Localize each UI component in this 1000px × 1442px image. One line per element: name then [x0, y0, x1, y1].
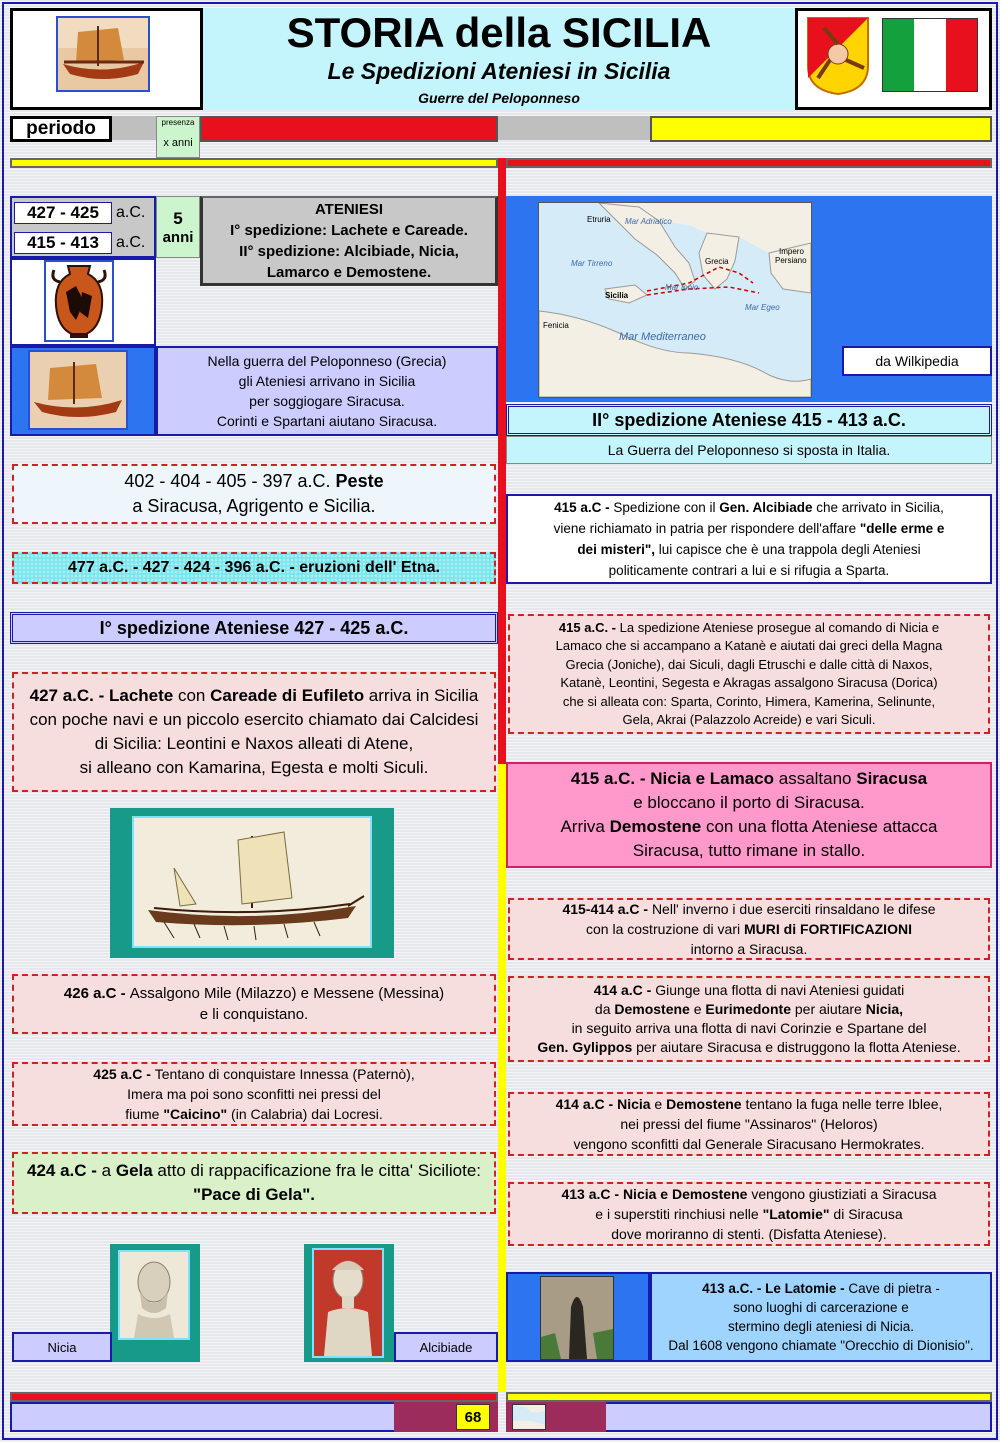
event-415-414-line3: intorno a Siracusa.: [690, 941, 808, 957]
peste-dates: 402 - 404 - 405 - 397 a.C.: [124, 471, 331, 491]
event-425-line3a: fiume: [125, 1106, 164, 1122]
period-grey-strip: [112, 116, 156, 140]
latomie-line3: stermino degli ateniesi di Nicia.: [727, 1319, 915, 1334]
alcibiade-bust-image: [312, 1248, 384, 1358]
event-415c-line3a: Arriva: [560, 817, 610, 836]
event-415c-box: [506, 762, 992, 868]
event-425-line1: Tentano di conquistare Innessa (Paternò),: [154, 1066, 415, 1082]
latomie-text-box: [650, 1272, 992, 1362]
event-424-pace: "Pace di Gela".: [193, 1185, 315, 1204]
peste-box: [12, 464, 496, 524]
spedizione1-text: I° spedizione Ateniese 427 - 425 a.C.: [99, 617, 409, 638]
event-424-text1: a: [101, 1161, 116, 1180]
spedizione2-text: II° spedizione Ateniese 415 - 413 a.C.: [592, 409, 906, 430]
map-credit-text: da Wilkipedia: [875, 353, 959, 369]
event-415a-line2a: viene richiamato in patria per rispondere dell'affare: [553, 521, 860, 536]
ateniesi-line2: II° spedizione: Alcibiade, Nicia,: [239, 242, 459, 260]
event-414a-line2e: per aiutare: [791, 1001, 866, 1017]
mediterranean-map: [538, 202, 812, 398]
peste-word: Peste: [335, 471, 384, 491]
date-427-425: 427 - 425: [14, 202, 112, 224]
period-red-bar: [200, 116, 498, 142]
event-414b-text2: tentano la fuga nelle terre Iblee,: [741, 1096, 943, 1112]
date-415-413: 415 - 413: [14, 232, 112, 254]
event-415a-line2b: "delle erme e: [859, 521, 945, 536]
spedizione1-heading: [10, 612, 498, 644]
event-427-text2: arriva in Sicilia: [364, 686, 479, 705]
left-top-line: [10, 158, 498, 168]
event-415-414-muri: MURI di FORTIFICAZIONI: [743, 921, 912, 937]
event-415c-names: Nicia e Lamaco: [650, 769, 775, 788]
page-number: [456, 1404, 490, 1430]
greek-vase-image: [44, 260, 114, 342]
trireme-image: [132, 816, 372, 948]
map-credit: [842, 346, 992, 376]
latomie-line2: sono luoghi di carcerazione e: [733, 1300, 909, 1315]
header-ship-image: [56, 16, 150, 92]
right-top-line: [506, 158, 992, 168]
event-425-date: 425 a.C -: [93, 1066, 155, 1082]
event-426-line1: Assalgono Mile (Milazzo) e Messene (Messina): [129, 985, 445, 1002]
event-414b-line3: vengono sconfitti dal Generale Siracusano Hermokrates.: [573, 1136, 925, 1152]
nicia-caption: [12, 1332, 112, 1362]
event-427-date: 427 a.C. -: [29, 686, 109, 705]
event-415-414-box: [508, 898, 990, 960]
event-413-line2c: di Siracusa: [829, 1206, 903, 1222]
event-415a-gen: Gen. Alcibiade: [719, 500, 813, 515]
ateniesi-box: [200, 196, 498, 286]
event-426-date: 426 a.C -: [63, 985, 130, 1002]
page-number-text: 68: [464, 1408, 482, 1426]
event-413-line2a: e i superstiti rinchiusi nelle: [595, 1206, 763, 1222]
event-424-text2: atto di rappacificazione fra le citta' Siciliote:: [152, 1161, 481, 1180]
event-414b-box: [508, 1092, 990, 1156]
footer-left-line: [10, 1392, 498, 1402]
vertical-timeline-red: [498, 158, 506, 764]
footer-map-thumbnail[interactable]: [512, 1404, 546, 1430]
event-415c-line2: e bloccano il porto di Siracusa.: [633, 793, 865, 812]
map-label-persiano: Persiano: [775, 256, 807, 265]
event-415b-line6: Gela, Akrai (Palazzolo Acreide) e vari Siculi.: [622, 712, 876, 727]
event-426-line2: e li conquistano.: [199, 1006, 309, 1023]
periodo-label: periodo: [10, 116, 112, 142]
map-label-impero: Impero: [779, 247, 804, 256]
event-415b-line2: Lamaco che si accampano a Katanè e aiutati dai greci della Magna: [555, 638, 943, 653]
event-425-box: [12, 1062, 496, 1126]
event-424-date: 424 a.C -: [27, 1161, 102, 1180]
event-415-414-line1: Nell' inverno i due eserciti rinsaldano le difese: [651, 901, 936, 917]
map-label-grecia: Grecia: [705, 257, 729, 266]
map-label-etruria: Etruria: [587, 215, 611, 224]
map-label-fenicia: Fenicia: [543, 321, 569, 330]
event-414a-gylippos: Gen. Gylippos: [537, 1039, 633, 1055]
event-413-date: 413 a.C -: [561, 1186, 623, 1202]
latomie-line4: Dal 1608 vengono chiamate "Orecchio di Dionisio".: [668, 1338, 974, 1353]
ateniesi-line3: Lamarco e Demostene.: [266, 263, 432, 281]
ateniesi-title: ATENIESI: [314, 200, 384, 218]
event-414b-nicia: Nicia: [617, 1096, 651, 1112]
event-427-name2: Careade di Eufileto: [210, 686, 365, 705]
event-415b-line5: che si alleata con: Sparta, Corinto, Himera, Kamerina, Selinunte,: [562, 693, 936, 709]
period-grey-bar: [498, 116, 650, 140]
event-425-caicino: "Caicino": [163, 1106, 228, 1122]
intro-line2: gli Ateniesi arrivano in Sicilia: [238, 373, 416, 389]
event-413-names: Nicia e Demostene: [622, 1186, 748, 1202]
years-label: anni: [162, 228, 194, 246]
event-415c-siracusa: Siracusa: [856, 769, 928, 788]
peste-line2: a Siracusa, Agrigento e Sicilia.: [132, 496, 376, 516]
event-425-line2: Imera ma poi sono sconfitti nei pressi del: [127, 1086, 381, 1102]
date-427-suffix: a.C.: [116, 204, 146, 221]
event-425-line3c: (in Calabria) dai Locresi.: [227, 1106, 383, 1122]
event-427-name1: Lachete: [108, 686, 174, 705]
map-label-ionio: Mar Ionio: [665, 283, 699, 292]
event-427-line2: con poche navi e un piccolo esercito chiamato dai Calcidesi: [29, 710, 479, 729]
event-415c-line4: Siracusa, tutto rimane in stallo.: [632, 841, 866, 860]
ateniesi-line1: I° spedizione: Lachete e Careade.: [230, 221, 468, 239]
event-415-414-date: 415-414 a.C -: [562, 901, 652, 917]
italy-flag-icon: [882, 18, 978, 92]
latomie-name: Le Latomie -: [765, 1281, 845, 1296]
page-subsubtitle: Guerre del Peloponneso: [418, 90, 580, 106]
event-415a-text2: che arrivato in Sicilia,: [812, 500, 944, 515]
vertical-timeline-yellow: [498, 764, 506, 1392]
event-424-box: [12, 1152, 496, 1214]
etna-text: 477 a.C. - 427 - 424 - 396 a.C. - eruzioni dell' Etna.: [68, 559, 440, 576]
event-415b-line3: Grecia (Joniche), dai Siculi, dagli Etruschi e dalle città di Naxos,: [565, 656, 933, 672]
event-415a-line4: politicamente contrari a lui e si rifugia a Sparta.: [608, 563, 890, 578]
event-413-latomie: "Latomie": [762, 1206, 830, 1222]
years-box: [156, 196, 200, 258]
event-414a-line4b: per aiutare Siracusa e distruggono la flotta Ateniese.: [632, 1039, 961, 1055]
page-subtitle: Le Spedizioni Ateniesi in Sicilia: [327, 57, 671, 84]
page-title: STORIA della SICILIA: [286, 9, 712, 56]
etna-box: [12, 552, 496, 584]
guerra-italia: [506, 436, 992, 464]
event-415b-box: [508, 614, 990, 734]
event-415c-text1: assaltano: [774, 769, 857, 788]
presenza-box: [156, 116, 200, 158]
alcibiade-caption-text: Alcibiade: [419, 1339, 473, 1355]
map-label-egeo: Mar Egeo: [745, 303, 780, 312]
sicily-flag-icon: [806, 16, 870, 96]
guerra-italia-text: La Guerra del Peloponneso si sposta in Italia.: [607, 442, 891, 458]
latomie-text1: Cave di pietra -: [844, 1281, 940, 1296]
event-415b-date: 415 a.C. -: [558, 619, 620, 635]
footer-right-line: [506, 1392, 992, 1402]
event-414a-line2c: e: [689, 1001, 706, 1017]
event-414b-text1: e: [650, 1096, 667, 1112]
map-label-adriatico: Mar Adriatico: [625, 217, 672, 226]
presenza-label: presenza: [161, 118, 195, 127]
intro-text-box: [156, 346, 498, 436]
date-415-suffix: a.C.: [116, 234, 146, 251]
period-yellow-bar: [650, 116, 992, 142]
event-427-box: [12, 672, 496, 792]
nicia-bust-image: [118, 1250, 190, 1340]
event-414a-line3: in seguito arriva una flotta di navi Corinzie e Spartane del: [571, 1020, 927, 1036]
map-label-sicilia: Sicilia: [605, 291, 629, 300]
map-label-tirreno: Mar Tirreno: [571, 259, 613, 268]
latomie-date: 413 a.C. -: [702, 1281, 766, 1296]
event-414a-eurimedonte: Eurimedonte: [705, 1001, 791, 1017]
event-415c-line3c: con una flotta Ateniese attacca: [701, 817, 938, 836]
event-413-box: [508, 1182, 990, 1246]
intro-line1: Nella guerra del Peloponneso (Grecia): [207, 353, 447, 369]
event-427-line4: si alleano con Kamarina, Egesta e molti Siculi.: [79, 758, 429, 777]
event-414b-date: 414 a.C -: [555, 1096, 618, 1112]
event-414b-line2: nei pressi del fiume "Assinaros" (Heloros): [620, 1116, 878, 1132]
event-415-414-line2a: con la costruzione di vari: [586, 921, 744, 937]
event-415a-line3b: lui capisce che è una trappola degli Ateniesi: [655, 542, 921, 557]
event-415b-line1: La spedizione Ateniese prosegue al comando di Nicia e: [619, 619, 940, 635]
event-414a-box: [508, 976, 990, 1062]
event-414a-date: 414 a.C -: [593, 982, 656, 998]
event-415a-line3a: dei misteri",: [577, 542, 655, 557]
event-415b-line4: Katanè, Leontini, Segesta e Akragas assalgono Siracusa (Dorica): [560, 675, 938, 690]
event-414a-nicia: Nicia,: [865, 1001, 904, 1017]
intro-line4: Corinti e Spartani aiutano Siracusa.: [216, 413, 438, 429]
event-413-text1: vengono giustiziati a Siracusa: [747, 1186, 937, 1202]
event-427-line3: di Sicilia: Leontini e Naxos alleati di Atene,: [94, 734, 414, 753]
nicia-caption-text: Nicia: [47, 1339, 77, 1355]
intro-line3: per soggiogare Siracusa.: [249, 393, 405, 409]
latomie-image: [540, 1276, 614, 1360]
years-number: 5: [173, 208, 183, 228]
intro-ship-image: [28, 350, 128, 430]
event-426-box: [12, 974, 496, 1034]
spedizione2-heading: [506, 404, 992, 436]
event-414a-demostene: Demostene: [614, 1001, 690, 1017]
x-anni-label: x anni: [163, 137, 193, 149]
event-424-gela: Gela: [115, 1161, 153, 1180]
event-415a-date: 415 a.C -: [554, 500, 614, 515]
event-427-text1: con: [173, 686, 211, 705]
event-415c-date: 415 a.C. -: [570, 769, 651, 788]
event-415c-demostene: Demostene: [609, 817, 702, 836]
event-415a-box: [506, 494, 992, 584]
event-414a-line2a: da: [594, 1001, 615, 1017]
event-414a-line1: Giunge una flotta di navi Ateniesi guidati: [655, 982, 905, 998]
alcibiade-caption: [394, 1332, 498, 1362]
event-414b-demostene: Demostene: [666, 1096, 742, 1112]
event-413-line3: dove moriranno di stenti. (Disfatta Ateniese).: [611, 1226, 887, 1242]
event-415a-text1: Spedizione con il: [613, 500, 720, 515]
map-label-mediterraneo: Mar Mediterraneo: [619, 331, 706, 343]
